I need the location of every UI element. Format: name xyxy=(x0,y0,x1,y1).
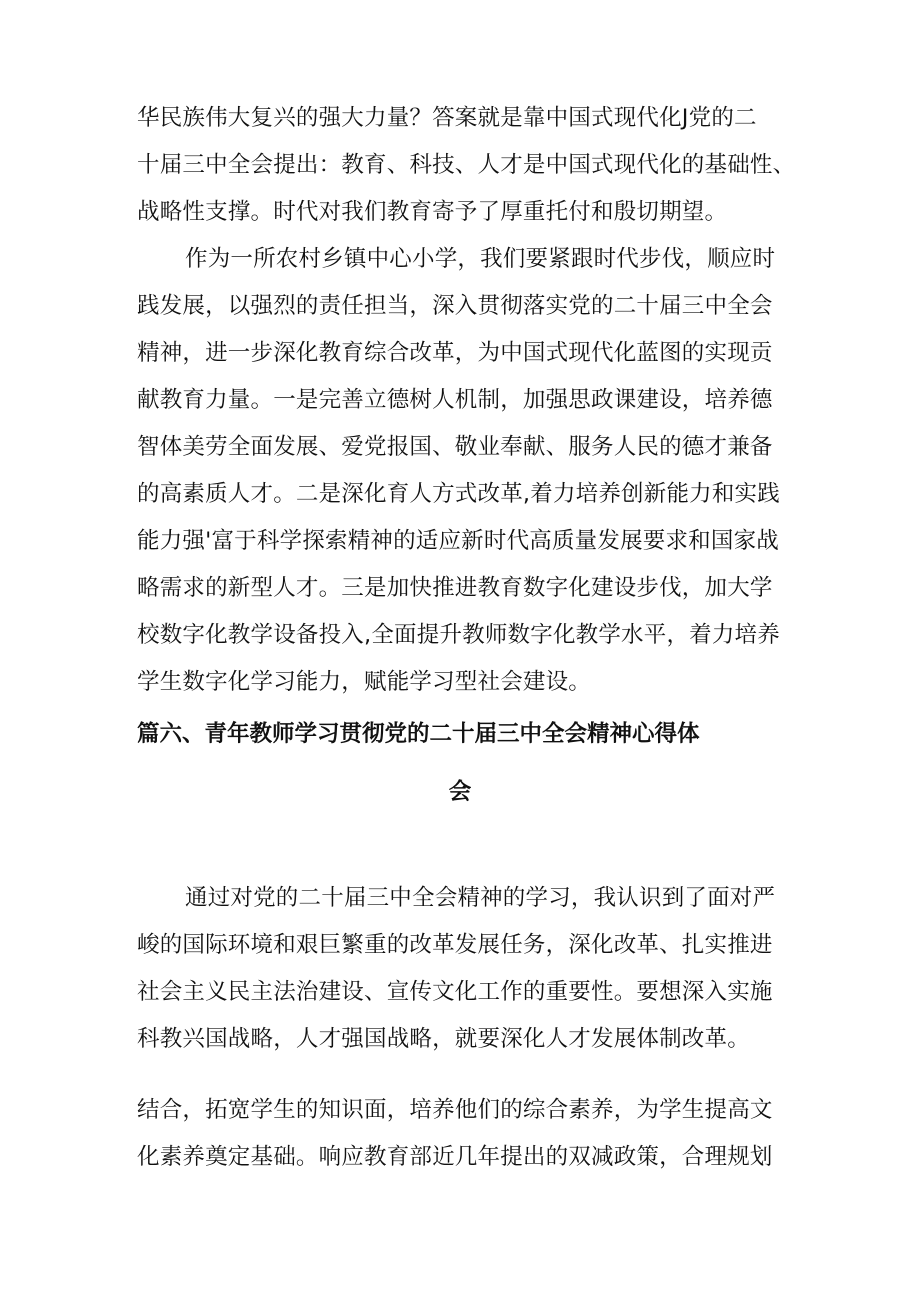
text-line: 通过对党的二十届三中全会精神的学习，我认识到了面对严 xyxy=(185,885,776,911)
text-line: 践发展，以强烈的责任担当，深入贯彻落实党的二十届三中全会 xyxy=(137,293,773,319)
text-line: 化素养奠定基础。响应教育部近几年提出的双减政策，合理规划 xyxy=(137,1144,773,1170)
heading-line: 会 xyxy=(448,779,472,805)
text-line: 结合，拓宽学生的知识面，培养他们的综合素养，为学生提高文 xyxy=(137,1097,773,1123)
text-line: 略需求的新型人才。三是加快推进教育数字化建设步伐，加大学 xyxy=(137,575,773,601)
text-line: 战略性支撑。时代对我们教育寄予了厚重托付和殷切期望。 xyxy=(137,199,728,225)
text-line: 峻的国际环境和艰巨繁重的改革发展任务，深化改革、扎实推进 xyxy=(137,932,773,958)
text-line: 校数字化教学设备投入,全面提升教师数字化教学水平，着力培养 xyxy=(137,622,780,648)
text-line: 作为一所农村乡镇中心小学，我们要紧跟时代步伐，顺应时 xyxy=(185,246,776,272)
text-line: 社会主义民主法治建设、宣传文化工作的重要性。要想深入实施 xyxy=(137,979,773,1005)
text-line: 十届三中全会提出：教育、科技、人才是中国式现代化的基础性、 xyxy=(137,152,796,178)
heading-line: 篇六、青年教师学习贯彻党的二十届三中全会精神心得体 xyxy=(137,721,700,747)
text-line: 的高素质人才。二是深化育人方式改革,着力培养创新能力和实践 xyxy=(137,481,780,507)
text-line: 能力强'富于科学探索精神的适应新时代高质量发展要求和国家战 xyxy=(137,528,779,554)
text-line: 华民族伟大复兴的强大力量？答案就是靠中国式现代化J党的二 xyxy=(137,105,757,131)
text-line: 献教育力量。一是完善立德树人机制，加强思政课建设，培养德 xyxy=(137,387,773,413)
text-line: 精神，进一步深化教育综合改革，为中国式现代化蓝图的实现贡 xyxy=(137,340,773,366)
text-line: 科教兴国战略，人才强国战略，就要深化人才发展体制改革。 xyxy=(137,1026,750,1052)
text-line: 学生数字化学习能力，赋能学习型社会建设。 xyxy=(137,669,592,695)
text-line: 智体美劳全面发展、爱党报国、敬业奉献、服务人民的德才兼备 xyxy=(137,434,773,460)
